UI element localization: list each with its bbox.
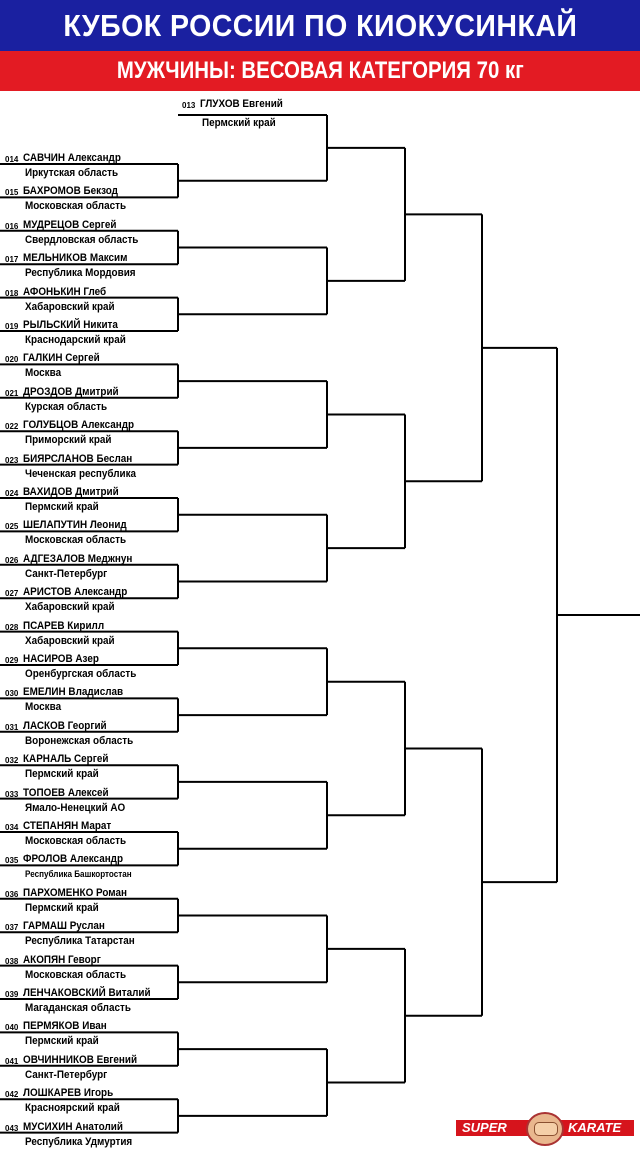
fighter-region: Санкт-Петербург [25, 567, 108, 580]
fighter-name: НАСИРОВ Азер [23, 653, 99, 665]
entry-number: 025 [5, 522, 19, 532]
fighter-region: Краснодарский край [25, 334, 126, 346]
fighter-name: ЛЕНЧАКОВСКИЙ Виталий [23, 987, 151, 999]
fighter-name: МЕЛЬНИКОВ Максим [23, 252, 128, 265]
entry-number: 018 [5, 288, 19, 298]
fighter-name: РЫЛЬСКИЙ Никита [23, 319, 118, 331]
entry-number: 023 [5, 455, 19, 465]
fighter-region: Хабаровский край [25, 634, 115, 647]
entry-number: 014 [5, 155, 19, 164]
fighter-region: Республика Татарстан [25, 935, 135, 948]
fighter-region: Курская область [25, 400, 108, 413]
fighter-name: МУСИХИН Анатолий [23, 1120, 123, 1133]
entry-number: 027 [5, 589, 19, 599]
fighter-name: ФРОЛОВ Александр [23, 853, 124, 866]
fighter-name: СТЕПАНЯН Марат [23, 820, 112, 832]
fighter-region: Москва [25, 367, 62, 380]
fighter-name: КАРНАЛЬ Сергей [23, 753, 109, 766]
fighter-region: Оренбургская область [25, 668, 137, 680]
logo-text-left: SUPER [462, 1120, 507, 1135]
fighter-region: Москва [25, 701, 62, 714]
fighter-region: Иркутская область [25, 167, 119, 179]
fighter-name: АДГЕЗАЛОВ Меджнун [23, 552, 133, 565]
entry-number: 036 [5, 889, 19, 899]
entry-number: 032 [5, 756, 19, 766]
entry-number: 037 [5, 923, 19, 933]
fighter-name: САВЧИН Александр [23, 152, 121, 164]
fighter-name: ЛОШКАРЕВ Игорь [23, 1087, 114, 1100]
entry-number: 021 [5, 388, 19, 398]
fighter-region: Санкт-Петербург [25, 1068, 108, 1081]
fighter-region: Республика Башкортостан [25, 869, 132, 880]
fighter-name: АРИСТОВ Александр [23, 586, 128, 599]
fighter-region: Московская область [25, 835, 127, 847]
fighter-region: Чеченская республика [25, 467, 137, 480]
fighter-region: Приморский край [25, 434, 112, 447]
entry-number: 042 [5, 1090, 19, 1100]
tournament-title: КУБОК РОССИИ ПО КИОКУСИНКАЙ [0, 0, 640, 51]
entry-number: 017 [5, 255, 19, 265]
entry-number: 038 [5, 956, 19, 966]
fighter-region: Республика Удмуртия [25, 1135, 133, 1148]
fighter-region: Московская область [25, 534, 127, 547]
fighter-region: Пермский край [25, 1035, 99, 1048]
fighter-region: Пермский край [25, 901, 99, 914]
entry-number: 040 [5, 1023, 19, 1033]
fighter-region: Хабаровский край [25, 300, 115, 313]
entry-number: 039 [5, 990, 19, 999]
entry-number: 020 [5, 355, 19, 365]
entry-number: 015 [5, 188, 19, 198]
fighter-name: БИЯРСЛАНОВ Беслан [23, 452, 133, 465]
fighter-name: БАХРОМОВ Бекзод [23, 185, 118, 198]
entry-number: 026 [5, 555, 19, 565]
fighter-region: Магаданская область [25, 1002, 131, 1014]
entry-number: 043 [5, 1123, 19, 1133]
fighter-region: Пермский край [25, 768, 99, 781]
fighter-name: ШЕЛАПУТИН Леонид [23, 519, 127, 532]
fighter-region: Пермский край [202, 117, 276, 129]
fighter-name: ГАРМАШ Руслан [23, 920, 105, 933]
fighter-region: Республика Мордовия [25, 267, 136, 280]
fighter-name: ГОЛУБЦОВ Александр [23, 419, 135, 432]
fighter-name: ЕМЕЛИН Владислав [23, 686, 124, 699]
logo-text-right: KARATE [568, 1120, 622, 1135]
entry-number: 024 [5, 489, 19, 498]
entry-number: 029 [5, 656, 19, 665]
fighter-region: Хабаровский край [25, 601, 115, 614]
fighter-name: ПАРХОМЕНКО Роман [23, 886, 127, 899]
fighter-name: ГЛУХОВ Евгений [200, 98, 283, 110]
entry-number: 034 [5, 823, 19, 832]
fighter-name: АКОПЯН Геворг [23, 953, 101, 966]
entry-number: 031 [5, 722, 19, 732]
fighter-region: Воронежская область [25, 734, 134, 747]
fighter-name: МУДРЕЦОВ Сергей [23, 218, 117, 231]
fighter-region: Пермский край [25, 501, 99, 513]
fighter-region: Свердловская область [25, 233, 139, 246]
fighter-name: ВАХИДОВ Дмитрий [23, 486, 119, 498]
entry-number: 033 [5, 789, 19, 799]
entry-number: 013 [182, 101, 196, 110]
entry-number: 016 [5, 221, 19, 231]
fighter-name: ПЕРМЯКОВ Иван [23, 1020, 107, 1033]
fighter-region: Московская область [25, 968, 127, 981]
fighter-region: Красноярский край [25, 1102, 120, 1115]
entry-number: 035 [5, 856, 19, 866]
entry-number: 028 [5, 622, 19, 632]
fighter-name: ДРОЗДОВ Дмитрий [23, 385, 119, 398]
fighter-name: АФОНЬКИН Глеб [23, 285, 107, 298]
fighter-name: ОВЧИННИКОВ Евгений [23, 1053, 138, 1066]
fighter-name: ПСАРЕВ Кирилл [23, 619, 105, 632]
fighter-name: ЛАСКОВ Георгий [23, 719, 107, 732]
fighter-name: ГАЛКИН Сергей [23, 352, 100, 365]
entry-number: 041 [5, 1056, 19, 1066]
entry-number: 019 [5, 322, 19, 331]
fighter-region: Ямало-Ненецкий АО [25, 801, 126, 814]
fist-icon [526, 1112, 564, 1146]
fighter-region: Московская область [25, 200, 127, 213]
category-subtitle: МУЖЧИНЫ: ВЕСОВАЯ КАТЕГОРИЯ 70 кг [0, 51, 640, 91]
fighter-name: ТОПОЕВ Алексей [23, 786, 109, 799]
entry-number: 030 [5, 689, 19, 699]
superkarate-logo [456, 1112, 634, 1142]
entry-number: 022 [5, 422, 19, 432]
